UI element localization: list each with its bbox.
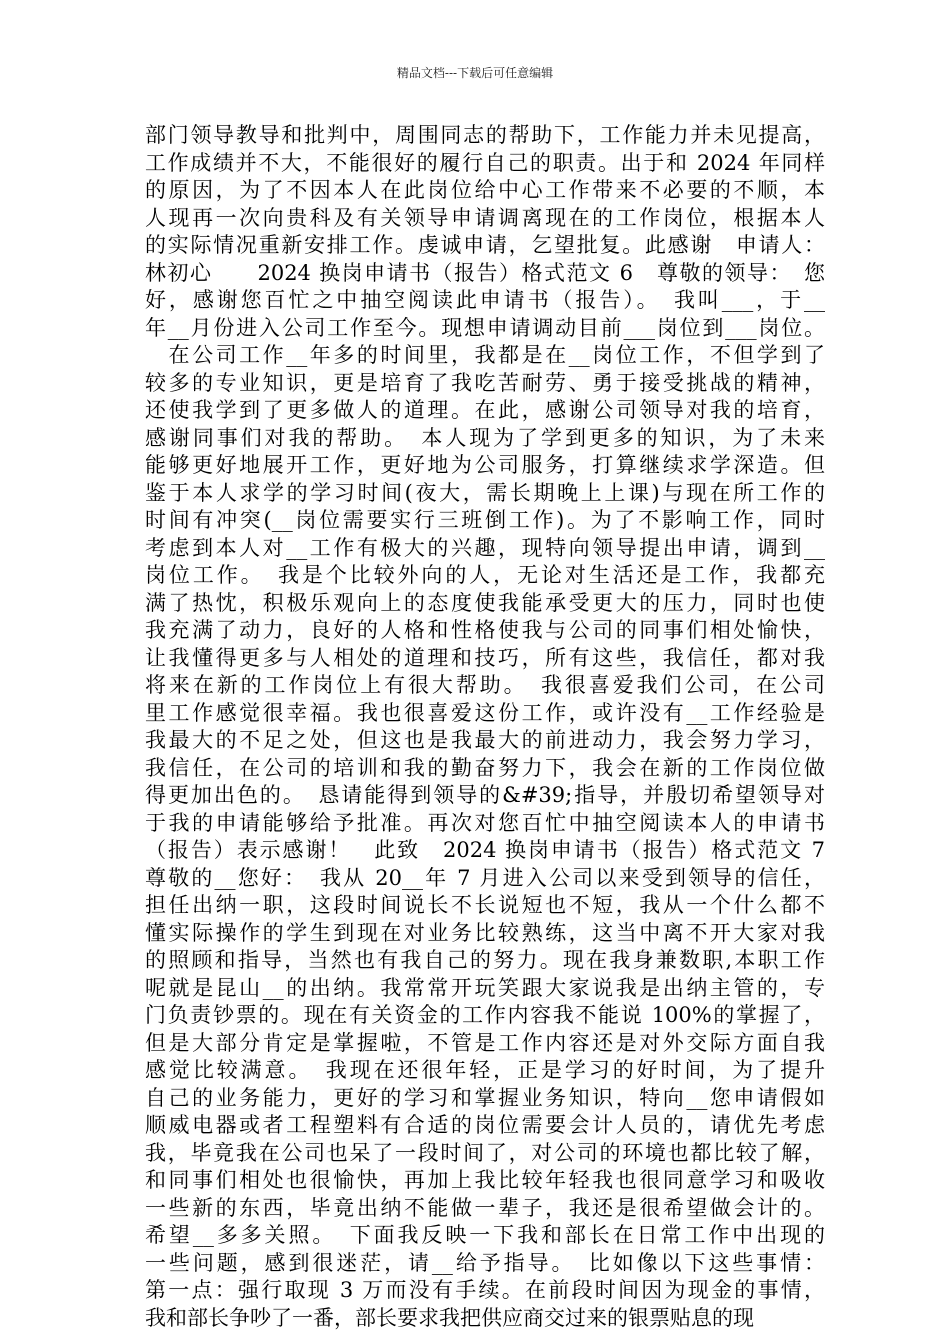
body-text-line: 部门领导教导和批判中，周围同志的帮助下，工作能力并未见提高， bbox=[145, 123, 825, 147]
body-text-line: （报告）表示感谢！ 此致 2024 换岗申请书（报告）格式范文 7 bbox=[145, 838, 825, 862]
body-text-line: 的照顾和指导，当然也有我自己的努力。现在我身兼数职,本职工作 bbox=[145, 948, 825, 972]
body-text-line: 我，毕竟我在公司也呆了一段时间了，对公司的环境也都比较了解， bbox=[145, 1140, 825, 1165]
body-text-line: 人现再一次向贵科及有关领导申请调离现在的工作岗位，根据本人 bbox=[145, 205, 825, 230]
body-text-line: 顺威电器或者工程塑料有合适的岗位需要会计人员的，请优先考虑 bbox=[145, 1113, 825, 1137]
body-text-line: 在公司工作__年多的时间里，我都是在__岗位工作，不但学到了 bbox=[145, 343, 825, 367]
body-text-line: 但是大部分肯定是掌握啦，不管是工作内容还是对外交际方面自我 bbox=[145, 1030, 825, 1055]
body-text-line: 一些新的东西，毕竟出纳不能做一辈子，我还是很希望做会计的。 bbox=[145, 1195, 825, 1220]
body-text-line: 感谢同事们对我的帮助。 本人现为了学到更多的知识，为了未来 bbox=[145, 425, 825, 450]
body-text-line: 林初心 2024 换岗申请书（报告）格式范文 6 尊敬的领导： 您 bbox=[145, 260, 825, 285]
body-text-line: 我信任，在公司的培训和我的勤奋努力下，我会在新的工作岗位做 bbox=[145, 755, 825, 780]
body-text-line: 的原因，为了不因本人在此岗位给中心工作带来不必要的不顺，本 bbox=[145, 178, 825, 202]
body-text-line: 时间有冲突(__岗位需要实行三班倒工作)。为了不影响工作，同时 bbox=[145, 508, 825, 532]
body-text-line: 岗位工作。 我是个比较外向的人，无论对生活还是工作，我都充 bbox=[145, 563, 825, 587]
body-text-line: 门负责钞票的。现在有关资金的工作内容我不能说 100%的掌握了， bbox=[145, 1003, 825, 1027]
body-text-line: 我充满了动力，良好的人格和性格使我与公司的同事们相处愉快， bbox=[145, 618, 825, 642]
document-body bbox=[145, 122, 825, 1332]
body-text-line: 年__月份进入公司工作至今。现想申请调动目前___岗位到___岗位。 bbox=[145, 315, 825, 340]
body-text-line: 能够更好地展开工作，更好地为公司服务，打算继续求学深造。但 bbox=[145, 453, 825, 477]
body-text-line: 希望__多多关照。 下面我反映一下我和部长在日常工作中出现的 bbox=[145, 1223, 825, 1247]
body-text-line: 里工作感觉很幸福。我也很喜爱这份工作，或许没有__工作经验是 bbox=[145, 700, 825, 725]
body-text-line: 懂实际操作的学生到现在对业务比较熟练，这当中离不开大家对我 bbox=[145, 920, 825, 945]
body-text-line: 将来在新的工作岗位上有很大帮助。 我很喜爱我们公司，在公司 bbox=[145, 673, 825, 697]
body-text-line: 让我懂得更多与人相处的道理和技巧，所有这些，我信任，都对我 bbox=[145, 645, 825, 670]
body-text-line: 鉴于本人求学的学习时间(夜大，需长期晚上上课)与现在所工作的 bbox=[145, 480, 825, 505]
body-text-line: 呢就是昆山__的出纳。我常常开玩笑跟大家说我是出纳主管的，专 bbox=[145, 975, 825, 1000]
body-text-line: 第一点：强行取现 3 万而没有手续。在前段时间因为现金的事情， bbox=[145, 1278, 825, 1302]
body-text-line: 感觉比较满意。 我现在还很年轻，正是学习的好时间，为了提升 bbox=[145, 1058, 825, 1082]
body-text-line: 较多的专业知识，更是培育了我吃苦耐劳、勇于接受挑战的精神， bbox=[145, 370, 825, 395]
body-text-line: 一些问题，感到很迷茫，请__给予指导。 比如像以下这些事情： bbox=[145, 1250, 825, 1275]
body-text-line: 和同事们相处也很愉快，再加上我比较年轻我也很同意学习和吸收 bbox=[145, 1168, 825, 1192]
body-text-line: 考虑到本人对__工作有极大的兴趣，现特向领导提出申请，调到__ bbox=[145, 535, 825, 560]
body-text-line: 好，感谢您百忙之中抽空阅读此申请书（报告）。 我叫___，于__ bbox=[145, 288, 825, 312]
body-text-line: 还使我学到了更多做人的道理。在此，感谢公司领导对我的培育， bbox=[145, 398, 825, 422]
body-text-line: 尊敬的__您好： 我从 20__年 7 月进入公司以来受到领导的信任， bbox=[145, 865, 825, 890]
body-text-line: 我和部长争吵了一番，部长要求我把供应商交过来的银票贴息的现 bbox=[145, 1305, 754, 1330]
body-text-line: 的实际情况重新安排工作。虔诚申请，乞望批复。此感谢 申请人： bbox=[145, 233, 825, 257]
body-text-line: 得更加出色的。 恳请能得到领导的&#39;指导，并殷切希望领导对 bbox=[145, 783, 825, 807]
body-text-line: 我最大的不足之处，但这也是我最大的前进动力，我会努力学习， bbox=[145, 728, 825, 752]
body-text-line: 满了热忱，积极乐观向上的态度使我能承受更大的压力，同时也使 bbox=[145, 590, 825, 615]
body-text-line: 担任出纳一职，这段时间说长不长说短也不短，我从一个什么都不 bbox=[145, 893, 825, 917]
body-text-line: 于我的申请能够给予批准。再次对您百忙中抽空阅读本人的申请书 bbox=[145, 810, 825, 835]
body-text-line: 工作成绩并不大，不能很好的履行自己的职责。出于和 2024 年同样 bbox=[145, 150, 825, 175]
body-text-line: 自己的业务能力，更好的学习和掌握业务知识，特向__您申请假如 bbox=[145, 1085, 825, 1110]
page-header: 精品文档---下载后可任意编辑 bbox=[396, 66, 554, 80]
